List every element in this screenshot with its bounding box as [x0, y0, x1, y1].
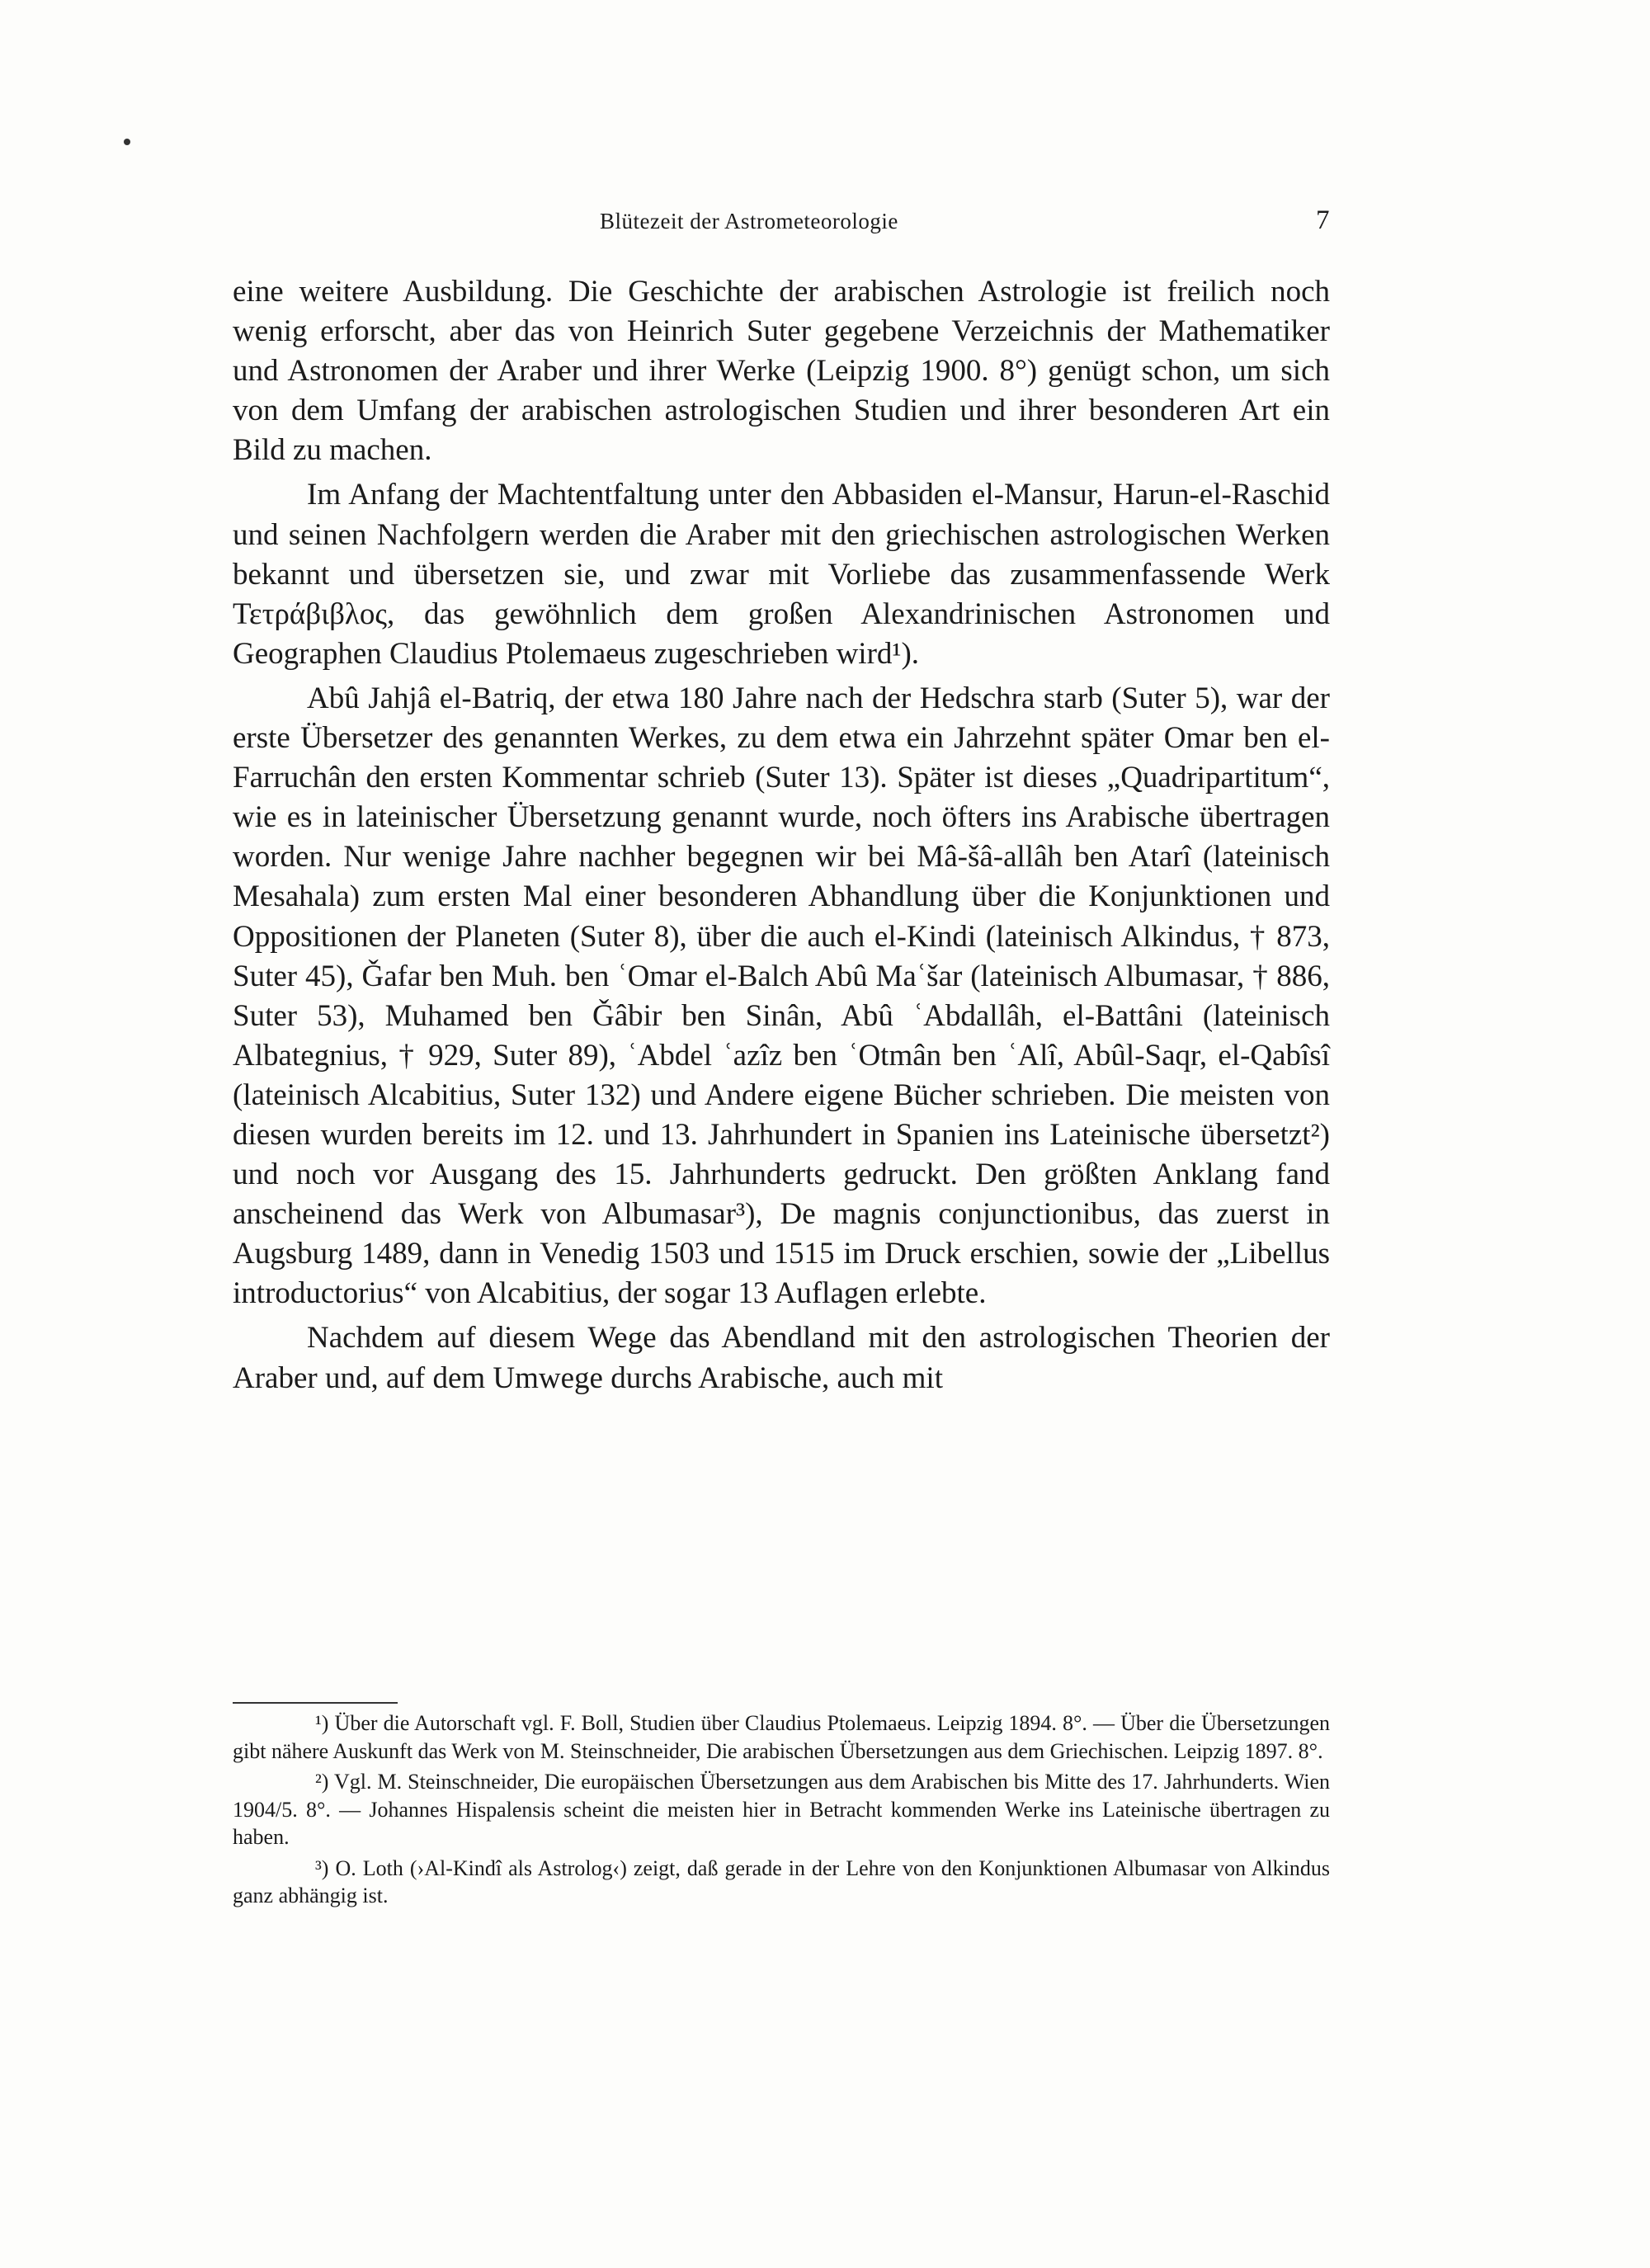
main-text: [233, 272, 1330, 1398]
footnote-3: ³) O. Loth (›Al-Kindî als Astrolog‹) zeigt, daß gerade in der Lehre von den Konjunktionen Albumasar von Alkindus ganz abhängig ist.: [233, 1855, 1330, 1907]
paragraph-4: Nachdem auf diesem Wege das Abendland mit den astrologischen Theorien der Araber und, auf dem Umwege durchs Arabische, auch mit: [233, 1321, 1330, 1395]
page-number: 7: [1316, 205, 1330, 235]
footnote-2: ²) Vgl. M. Steinschneider, Die europäischen Übersetzungen aus dem Arabischen bis Mitte des 17. Jahrhunderts. Wien 1904/5. 8°. — Johannes Hispalensis scheint die meisten hier in Betracht kommenden Werke ins Lateinische übertragen zu haben.: [233, 1770, 1330, 1849]
running-head: [233, 205, 1330, 242]
scan-speck: [124, 139, 130, 145]
paragraph-1: eine weitere Ausbildung. Die Geschichte der arabischen Astrologie ist freilich noch wenig erforscht, aber das von Heinrich Suter gegebene Verzeichnis der Mathematiker und Astronomen der Araber und ihrer Werke (Leipzig 1900. 8°) genügt schon, um sich von dem Umfang der arabischen astrologischen Studien und ihrer besonderen Art ein Bild zu machen.: [233, 275, 1330, 468]
footnote-rule: [233, 1702, 398, 1704]
book-page: [233, 0, 1330, 2268]
footnotes: [233, 1709, 1330, 1913]
paragraph-3: Abû Jahjâ el-Batriq, der etwa 180 Jahre nach der Hedschra starb (Suter 5), war der erste Übersetzer des genannten Werkes, zu dem etwa ein Jahrzehnt später Omar ben el-Farruchân den ersten Kommentar schrieb (Suter 13). Später ist dieses „Quadripartitum“, wie es in lateinischer Übersetzung genannt wurde, noch öfters ins Arabische übertragen worden. Nur wenige Jahre nachher begegnen wir bei Mâ-šâ-allâh ben Atarî (lateinisch Mesahala) zum ersten Mal einer besonderen Abhandlung über die Konjunktionen und Oppositionen der Planeten (Suter 8), über die auch el-Kindi (lateinisch Alkindus, † 873, Suter 45), Ǧafar ben Muh. ben ʿOmar el-Balch Abû Maʿšar (lateinisch Albumasar, † 886, Suter 53), Muhamed ben Ǧâbir ben Sinân, Abû ʿAbdallâh, el-Battâni (lateinisch Albategnius, † 929, Suter 89), ʿAbdel ʿazîz ben ʿOtmân ben ʿAlî, Abûl-Saqr, el-Qabîsî (lateinisch Alcabitius, Suter 132) und Andere eigene Bücher schrieben. Die meisten von diesen wurden bereits im 12. und 13. Jahrhundert in Spanien ins Lateinische übersetzt²) und noch vor Ausgang des 15. Jahrhunderts gedruckt. Den größten Anklang fand anscheinend das Werk von Albumasar³), De magnis conjunctionibus, das zuerst in Augsburg 1489, dann in Venedig 1503 und 1515 im Druck erschien, sowie der „Libellus introductorius“ von Alcabitius, der sogar 13 Auflagen erlebte.: [233, 681, 1330, 1311]
running-title: Blütezeit der Astrometeorologie: [600, 209, 898, 233]
paragraph-2: Im Anfang der Machtentfaltung unter den Abbasiden el-Mansur, Harun-el-Raschid und seinen Nachfolgern werden die Araber mit den griechischen astrologischen Werken bekannt und übersetzen sie, und zwar mit Vorliebe das zusammenfassende Werk Τετράβιβλος, das gewöhnlich dem großen Alexandrinischen Astronomen und Geographen Claudius Ptolemaeus zugeschrieben wird¹).: [233, 478, 1330, 671]
footnote-1: ¹) Über die Autorschaft vgl. F. Boll, Studien über Claudius Ptolemaeus. Leipzig 1894. 8°. — Über die Übersetzungen gibt nähere Auskunft das Werk von M. Steinschneider, Die arabischen Übersetzungen aus dem Griechischen. Leipzig 1897. 8°.: [233, 1711, 1330, 1763]
